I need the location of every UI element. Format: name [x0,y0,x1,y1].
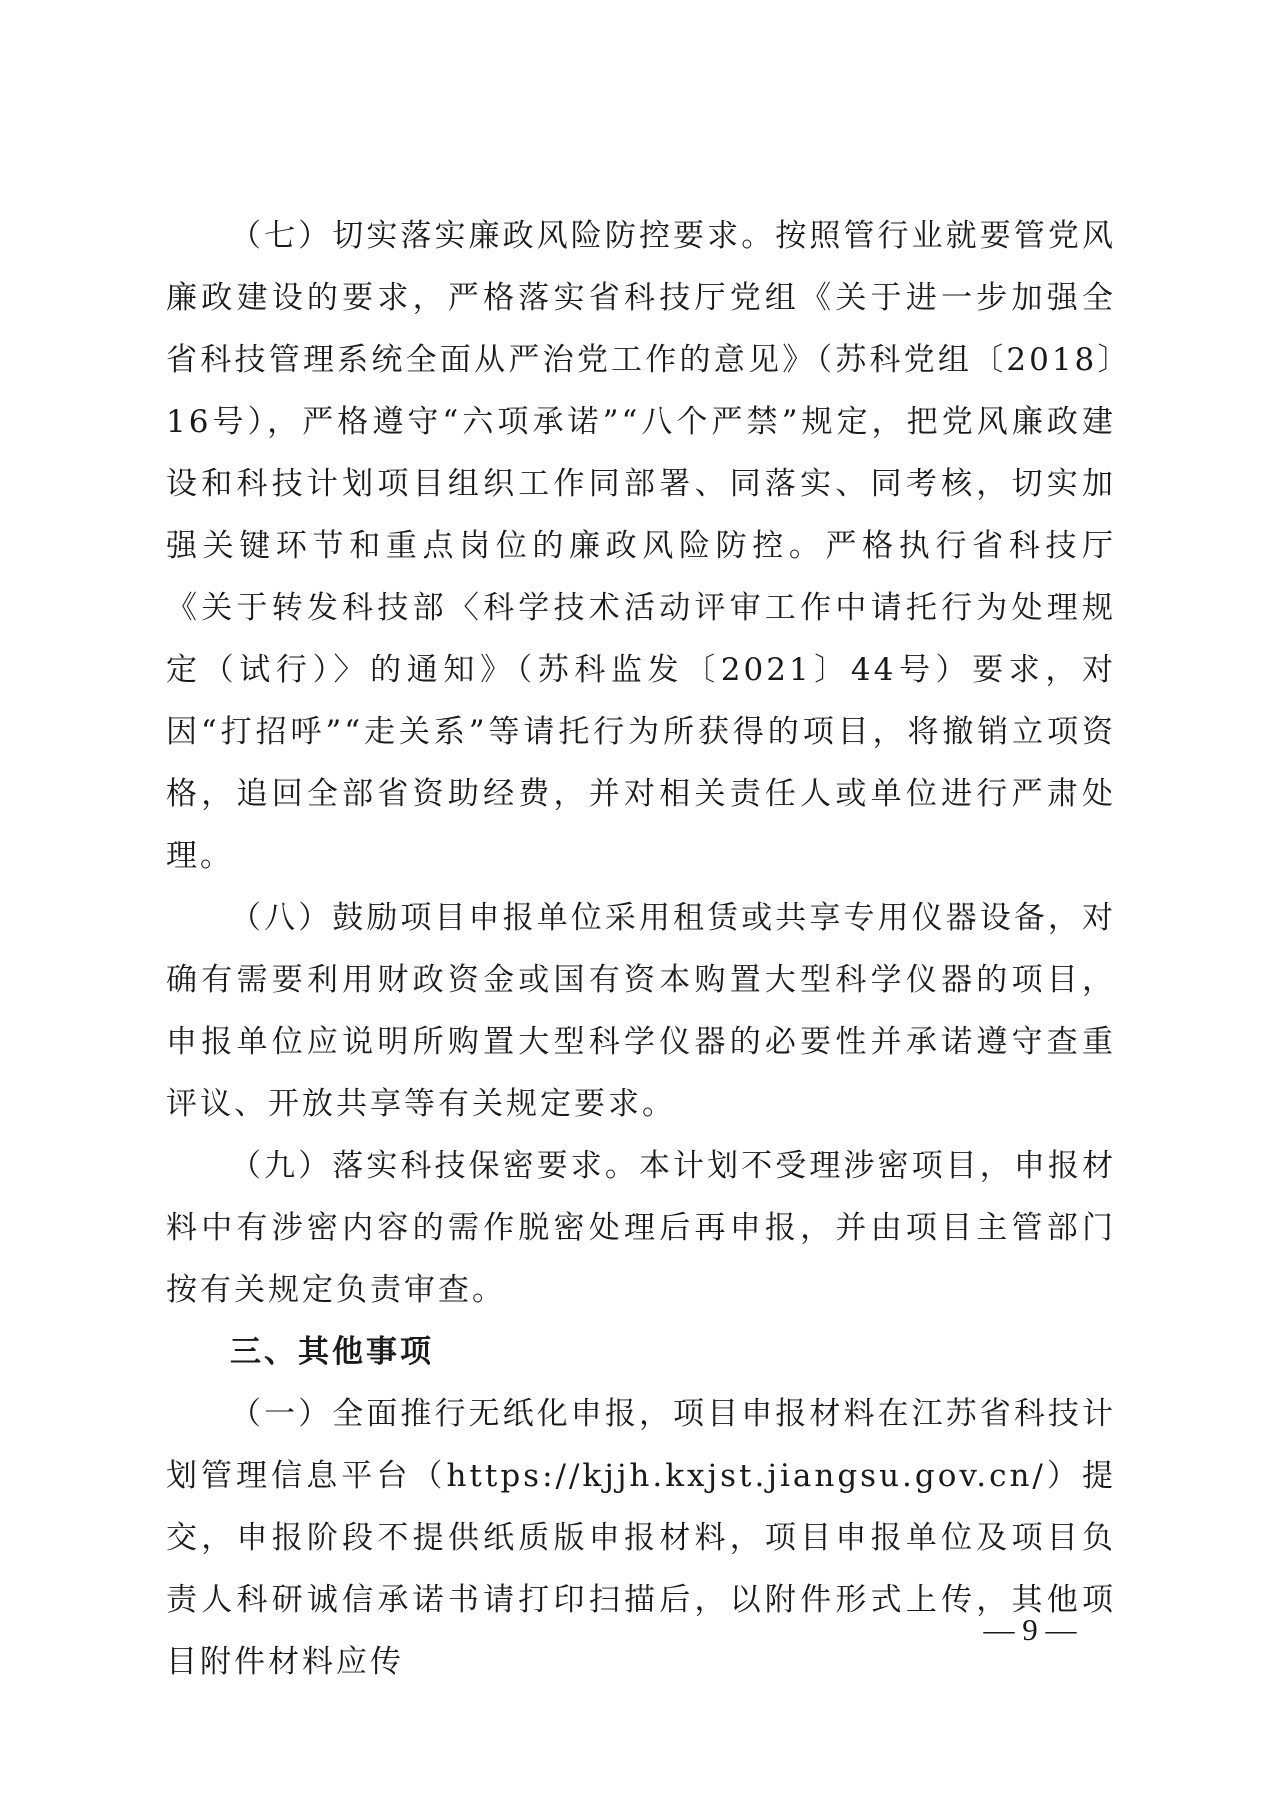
paragraph-instrument-sharing: （八）鼓励项目申报单位采用租赁或共享专用仪器设备，对确有需要利用财政资金或国有资本购置大型科学仪器的项目，申报单位应说明所购置大型科学仪器的必要性并承诺遵守查重评议、开放共享等有关规定要求。 [166,900,1116,1122]
paragraph-confidentiality: （九）落实科技保密要求。本计划不受理涉密项目，申报材料中有涉密内容的需作脱密处理后再申报，并由项目主管部门按有关规定负责审查。 [166,1148,1116,1308]
document-body [166,205,1116,1693]
page-number: — 9 — [983,1612,1077,1647]
paragraph-paperless-submission: （一）全面推行无纸化申报，项目申报材料在江苏省科技计划管理信息平台（https://kjjh.kxjst.jiangsu.gov.cn/）提交，申报阶段不提供纸质版申报材料，项目申报单位及项目负责人科研诚信承诺书请打印扫描后，以附件形式上传，其他项目附件材料应传 [166,1396,1116,1680]
section-heading-other-matters: 三、其他事项 [230,1334,434,1370]
paragraph-anti-corruption: （七）切实落实廉政风险防控要求。按照管行业就要管党风廉政建设的要求，严格落实省科技厅党组《关于进一步加强全省科技管理系统全面从严治党工作的意见》（苏科党组〔2018〕16号），严格遵守“六项承诺”“八个严禁”规定，把党风廉政建设和科技计划项目组织工作同部署、同落实、同考核，切实加强关键环节和重点岗位的廉政风险防控。严格执行省科技厅《关于转发科技部〈科学技术活动评审工作中请托行为处理规定（试行）〉的通知》（苏科监发〔2021〕44号）要求，对因“打招呼”“走关系”等请托行为所获得的项目，将撤销立项资格，追回全部省资助经费，并对相关责任人或单位进行严肃处理。 [166,218,1116,874]
